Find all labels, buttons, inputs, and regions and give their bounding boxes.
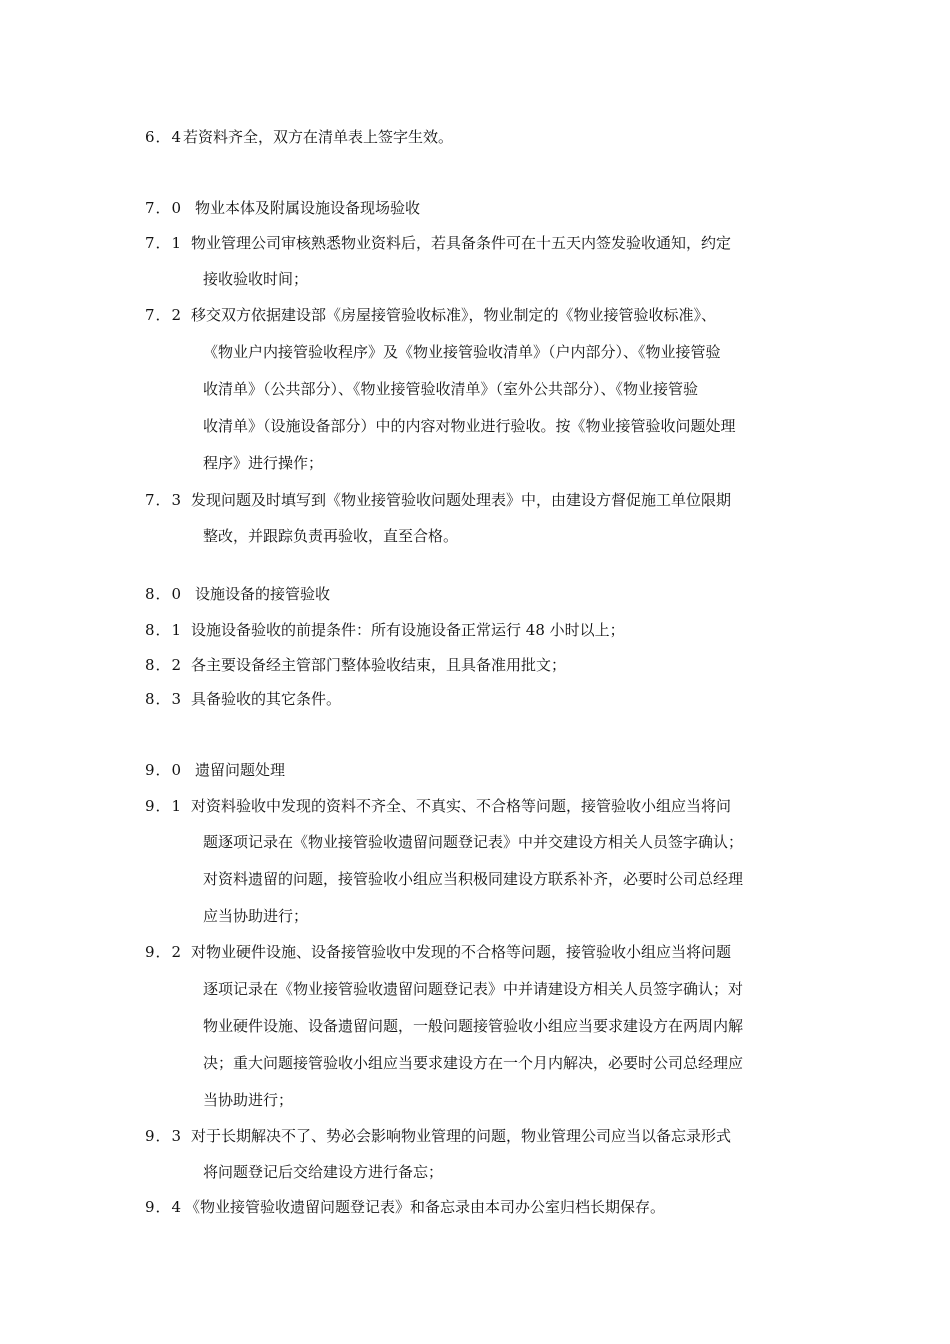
clause-9-2 xyxy=(145,942,731,962)
clause-number: 8．2 xyxy=(145,656,183,674)
clause-text-line: 整改，并跟踪负责再验收，直至合格。 xyxy=(203,527,459,545)
clause-text-line: 移交双方依据建设部《房屋接管验收标准》，物业制定的《物业接管验收标准》、 xyxy=(191,306,717,324)
clause-9-3 xyxy=(145,1126,731,1146)
clause-text-line: 发现问题及时填写到《物业接管验收问题处理表》中，由建设方督促施工单位限期 xyxy=(191,491,732,509)
clause-text-line: 决；重大问题接管验收小组应当要求建设方在一个月内解决，必要时公司总经理应 xyxy=(203,1054,744,1072)
clause-text-line: 对资料验收中发现的资料不齐全、不真实、不合格等问题，接管验收小组应当将问 xyxy=(191,797,732,815)
clause-text: 《物业接管验收遗留问题登记表》和备忘录由本司办公室归档长期保存。 xyxy=(185,1198,666,1216)
clause-text-line: 将问题登记后交给建设方进行备忘； xyxy=(203,1163,444,1181)
clause-8-3 xyxy=(145,689,341,709)
clause-number: 8．3 xyxy=(145,690,183,708)
clause-7-2 xyxy=(145,305,716,325)
clause-number: 9．3 xyxy=(145,1127,183,1145)
section-heading-9-0 xyxy=(145,760,285,780)
clause-text-line: 逐项记录在《物业接管验收遗留问题登记表》中并请建设方相关人员签字确认；对 xyxy=(203,980,744,998)
clause-number: 6．4 xyxy=(145,128,183,146)
clause-text: 设施设备验收的前提条件：所有设施设备正常运行 48 小时以上； xyxy=(191,621,625,639)
clause-text-line: 对物业硬件设施、设备接管验收中发现的不合格等问题，接管验收小组应当将问题 xyxy=(191,943,732,961)
clause-6-4 xyxy=(145,127,453,147)
clause-7-3 xyxy=(145,490,731,510)
clause-7-1 xyxy=(145,233,731,253)
section-title: 遗留问题处理 xyxy=(195,761,286,779)
clause-number: 9．1 xyxy=(145,797,183,815)
clause-number: 8．1 xyxy=(145,621,183,639)
clause-text: 各主要设备经主管部门整体验收结束，且具备准用批文； xyxy=(191,656,567,674)
clause-9-4 xyxy=(145,1197,665,1217)
section-heading-8-0 xyxy=(145,584,330,604)
section-heading-7-0 xyxy=(145,198,420,218)
clause-text-line: 物业硬件设施、设备遗留问题，一般问题接管验收小组应当要求建设方在两周内解 xyxy=(203,1017,744,1035)
clause-text-line: 程序》进行操作； xyxy=(203,454,324,472)
clause-text: 具备验收的其它条件。 xyxy=(191,690,342,708)
clause-8-2 xyxy=(145,655,566,675)
clause-text-line: 对于长期解决不了、势必会影响物业管理的问题，物业管理公司应当以备忘录形式 xyxy=(191,1127,732,1145)
clause-number: 9．4 xyxy=(145,1198,183,1216)
clause-text-line: 应当协助进行； xyxy=(203,907,309,925)
section-number: 9．0 xyxy=(145,761,183,779)
clause-number: 7．1 xyxy=(145,234,183,252)
section-number: 7．0 xyxy=(145,199,183,217)
clause-text-line: 接收验收时间； xyxy=(203,270,309,288)
section-title: 设施设备的接管验收 xyxy=(195,585,331,603)
clause-number: 7．3 xyxy=(145,491,183,509)
clause-text-line: 当协助进行； xyxy=(203,1091,294,1109)
clause-text-line: 对资料遗留的问题，接管验收小组应当积极同建设方联系补齐，必要时公司总经理 xyxy=(203,870,744,888)
clause-8-1 xyxy=(145,620,625,640)
clause-text-line: 收清单》（公共部分）、《物业接管验收清单》（室外公共部分）、《物业接管验 xyxy=(203,380,699,398)
clause-text-line: 题逐项记录在《物业接管验收遗留问题登记表》中并交建设方相关人员签字确认； xyxy=(203,833,744,851)
clause-text-line: 物业管理公司审核熟悉物业资料后，若具备条件可在十五天内签发验收通知，约定 xyxy=(191,234,732,252)
clause-9-1 xyxy=(145,796,731,816)
section-title: 物业本体及附属设施设备现场验收 xyxy=(195,199,421,217)
clause-text: 若资料齐全，双方在清单表上签字生效。 xyxy=(183,128,454,146)
clause-number: 7．2 xyxy=(145,306,183,324)
clause-text-line: 《物业户内接管验收程序》及《物业接管验收清单》（户内部分）、《物业接管验 xyxy=(203,343,721,361)
clause-text-line: 收清单》（设施设备部分）中的内容对物业进行验收。按《物业接管验收问题处理 xyxy=(203,417,736,435)
section-number: 8．0 xyxy=(145,585,183,603)
clause-number: 9．2 xyxy=(145,943,183,961)
